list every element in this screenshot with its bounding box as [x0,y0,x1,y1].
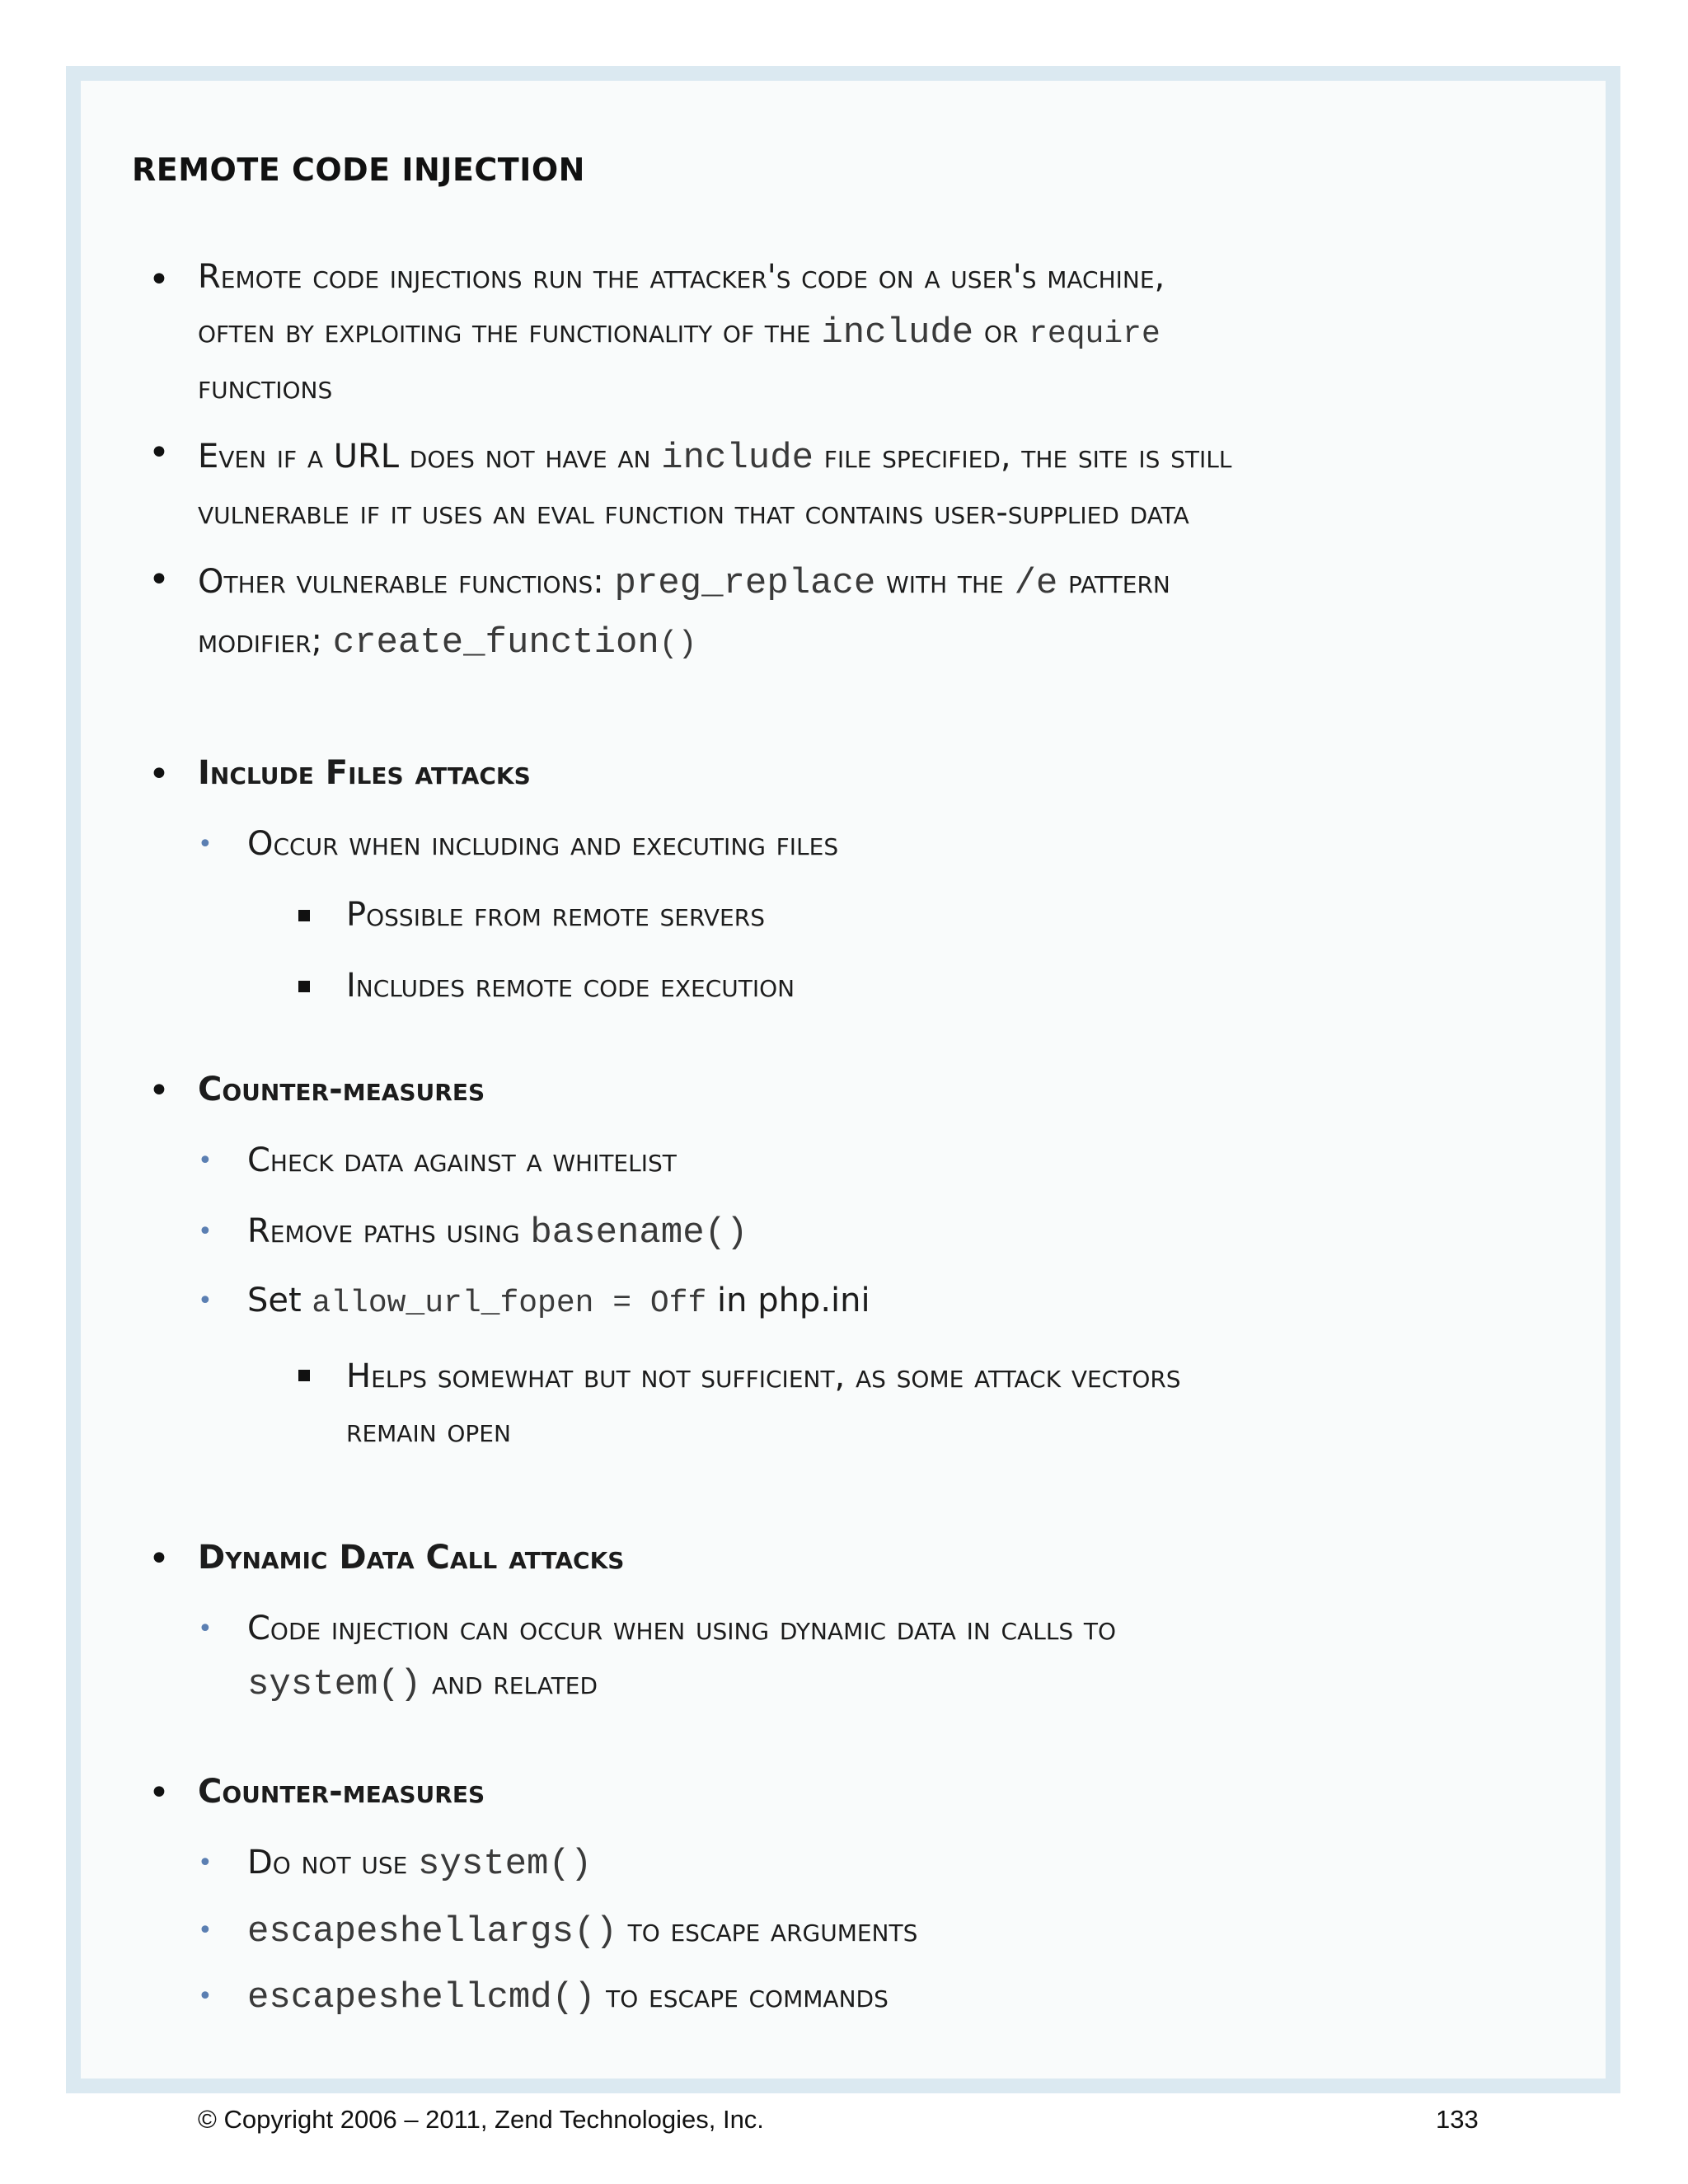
code-escapeshellcmd: escapeshellcmd() [247,1977,596,2018]
counter1-item3-phpini: in php.ini [706,1282,870,1319]
include-section-title-text: Include Files attacks [198,754,531,792]
counter1-title-text: Counter-measures [198,1071,485,1108]
bullet-icon: • [198,1146,213,1175]
intro-p3-with: with the [875,563,1015,601]
dynamic-item1-line1-text: Code injection can occur when using dynamic data in calls to [247,1610,1117,1647]
counter1-sub1-line1 [346,1348,1181,1404]
footer-page-number: 133 [1436,2105,1479,2134]
counter2-item2 [247,1902,917,1960]
footer-copyright: © Copyright 2006 – 2011, Zend Technologies, Inc. [198,2105,764,2134]
intro-p2-line1-rest: file specified, the site is still [814,438,1232,476]
dynamic-section-title [198,1530,624,1586]
bullet-icon: • [198,1982,213,2011]
counter1-sub1-line2-text: remain open [346,1412,511,1450]
counter1-sub1-line1-text: Helps somewhat but not sufficient, as some attack vectors [346,1357,1181,1395]
dynamic-section-title-text: Dynamic Data Call attacks [198,1539,625,1577]
code-include: include [661,438,814,479]
bullet-icon: • [198,830,213,859]
bullet-icon: • [148,1772,170,1814]
dynamic-item1-line2-text: and related [421,1664,598,1702]
include-sub2-text: Includes remote code execution [346,967,795,1005]
counter2-item1 [247,1835,592,1892]
square-bullet-icon [298,1370,310,1381]
include-sub2 [346,958,795,1014]
bullet-icon: • [148,1538,170,1580]
counter1-item2-text: Remove paths using [247,1212,531,1250]
include-sub1-text: Possible from remote servers [346,896,765,934]
square-bullet-icon [298,910,310,921]
bullet-icon: • [198,1615,213,1643]
intro-p1-line1-text: Remote code injections run the attacker's code on a user's machine, [198,258,1165,296]
counter1-item3-set: Set [247,1282,312,1319]
intro-p3-line1 [198,554,1170,612]
counter2-item3 [247,1968,889,2026]
counter1-title [198,1062,485,1118]
bullet-icon: • [148,753,170,795]
bullet-icon: • [148,559,170,601]
bullet-icon: • [198,1217,213,1246]
include-item1 [247,816,838,872]
include-sub1 [346,887,765,943]
counter2-title-text: Counter-measures [198,1773,485,1811]
intro-p2-line2 [198,485,1189,541]
bullet-icon: • [198,1286,213,1315]
code-require: require [1029,316,1160,352]
counter1-item1 [247,1132,677,1188]
counter2-item1-text: Do not use [247,1844,419,1882]
dynamic-item1-line2 [247,1655,598,1713]
include-section-title [198,745,531,801]
code-escapeshellargs: escapeshellargs() [247,1911,617,1952]
counter1-sub1-line2 [346,1403,511,1459]
intro-p2-line2-text: vulnerable if it uses an eval function that contains user-supplied data [198,494,1189,532]
intro-p1-line2 [198,303,1160,363]
include-item1-text: Occur when including and executing files [247,825,839,863]
bullet-icon: • [198,1849,213,1877]
section-heading: REMOTE CODE INJECTION [132,152,585,188]
square-bullet-icon [298,981,310,992]
code-allow-url-fopen: allow_url_fopen = Off [312,1286,707,1321]
intro-p1-or: or [973,312,1029,350]
counter1-item2 [247,1203,748,1261]
intro-p3-modifier: modifier; [198,622,333,660]
code-e-modifier: /e [1014,563,1058,604]
intro-p2-line1 [198,429,1232,486]
intro-p1-line2-text: often by exploiting the functionality of the [198,312,822,350]
intro-p1-line3-text: functions [198,368,333,406]
counter1-item3 [247,1272,870,1332]
counter2-item2-text: to escape arguments [617,1911,918,1949]
code-basename: basename() [530,1212,748,1254]
code-include: include [821,312,974,354]
counter1-item1-text: Check data against a whitelist [247,1141,677,1179]
intro-p1-line1 [198,249,1165,305]
bullet-icon: • [148,432,170,474]
bullet-icon: • [148,259,170,301]
dynamic-item1-line1 [247,1601,1116,1657]
code-create-function: create_function [332,622,659,663]
code-system: system() [418,1844,593,1885]
code-parens: () [659,626,697,662]
intro-p3-pattern: pattern [1057,563,1170,601]
intro-p2-line1-text: Even if a URL does not have an [198,438,662,476]
bullet-icon: • [148,1070,170,1112]
intro-p1-line3 [198,359,332,415]
counter2-title [198,1764,485,1820]
intro-p3-line1-text: Other vulnerable functions: [198,563,615,601]
code-preg-replace: preg_replace [614,563,876,604]
code-system: system() [247,1664,422,1705]
bullet-icon: • [198,1916,213,1945]
intro-p3-line2 [198,613,696,673]
counter2-item3-text: to escape commands [595,1977,889,2015]
